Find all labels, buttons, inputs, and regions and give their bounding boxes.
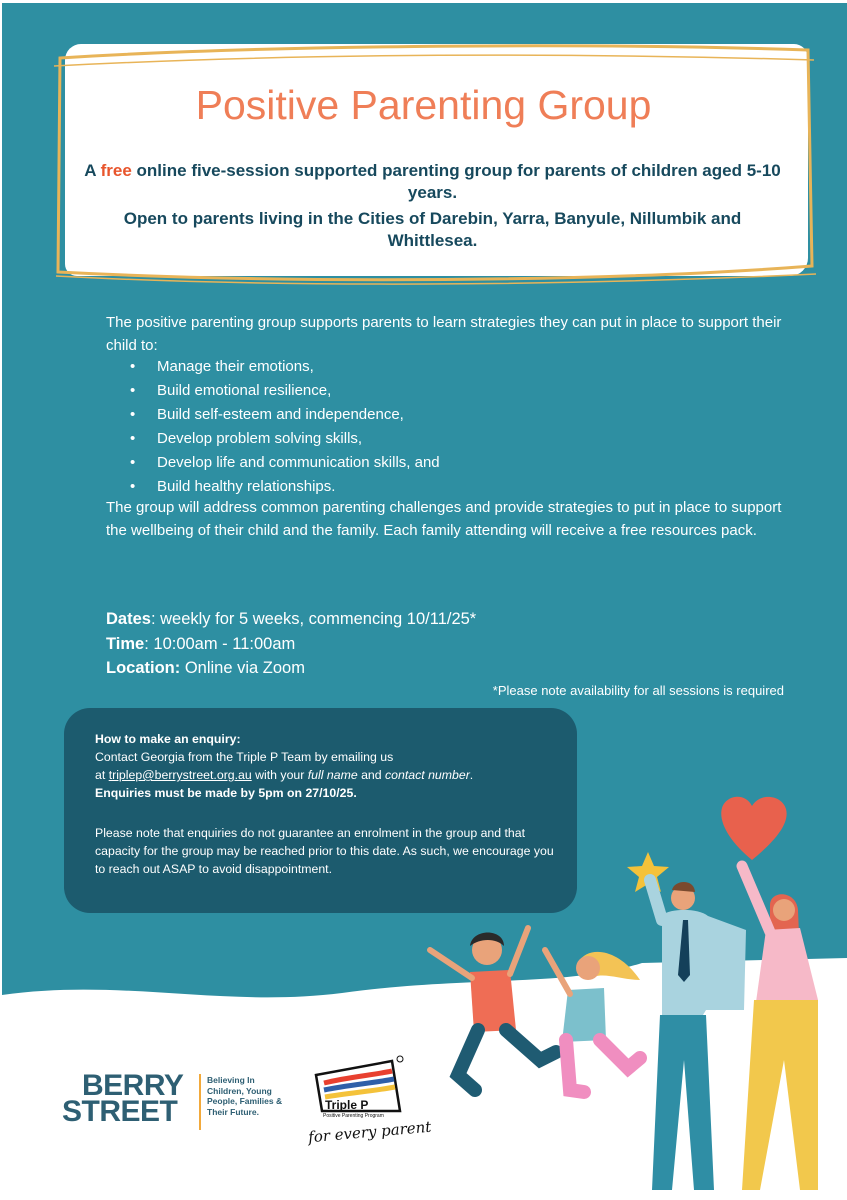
- enquiry-and: and: [357, 768, 386, 782]
- free-highlight: free: [100, 161, 132, 180]
- intro-paragraph: The positive parenting group supports parents to learn strategies they can put in place to support their child to:: [106, 314, 782, 354]
- location-value: Online via Zoom: [180, 659, 305, 677]
- triple-p-program: Positive Parenting Program: [323, 1113, 384, 1119]
- list-item: • Develop life and communication skills, and: [106, 451, 440, 475]
- subtitle-rest: online five-session supported parenting group for parents of children aged 5-10 years.: [131, 161, 781, 202]
- list-item: • Manage their emotions,: [106, 355, 440, 379]
- location-label: Location:: [106, 659, 181, 677]
- list-item: • Build self-esteem and independence,: [106, 403, 440, 427]
- dates-value: : weekly for 5 weeks, commencing 10/11/25*: [150, 610, 477, 628]
- enquiry-at: at: [95, 768, 109, 782]
- time-value: : 10:00am - 11:00am: [144, 635, 296, 653]
- triple-p-motto: for every parent: [307, 1117, 433, 1147]
- berry-street-logo-street: STREET: [62, 1095, 178, 1128]
- enquiry-disclaimer: Please note that enquiries do not guarantee an enrolment in the group and that capacity for the group may be reached prior to this date. As such, we encourage you to reach out ASAP to avoid disappointment.: [95, 826, 554, 876]
- page-title: Positive Parenting Group: [195, 82, 652, 128]
- list-item: • Build emotional resilience,: [106, 379, 440, 403]
- mother-figure: [742, 866, 818, 1190]
- enquiry-deadline: Enquiries must be made by 5pm on 27/10/25.: [95, 786, 357, 800]
- boy-figure: [430, 928, 556, 1090]
- dates-label: Dates: [106, 610, 151, 628]
- outro-paragraph: The group will address common parenting challenges and provide strategies to put in place to support the wellbeing of their child and the family. Each family attending will receive a free resources pack.: [106, 499, 782, 539]
- eligibility-text: Open to parents living in the Cities of Darebin, Yarra, Banyule, Nillumbik and Whittlesea.: [123, 209, 742, 250]
- heart-icon: [721, 797, 786, 860]
- logo-divider: [199, 1074, 201, 1130]
- subtitle-prefix: A: [84, 161, 101, 180]
- enquiry-heading: How to make an enquiry:: [95, 732, 241, 746]
- girl-figure: [545, 950, 640, 1092]
- triple-p-name: Triple P: [325, 1098, 369, 1112]
- berry-street-tagline: Believing In Children, Young People, Families & Their Future.: [207, 1075, 283, 1117]
- enquiry-line: Contact Georgia from the Triple P Team by emailing us: [95, 750, 394, 764]
- full-name-text: full name: [307, 768, 358, 782]
- list-item: • Build healthy relationships.: [106, 475, 440, 499]
- enquiry-period: .: [469, 768, 474, 782]
- contact-number-text: contact number: [385, 768, 470, 782]
- father-figure: [650, 880, 746, 1190]
- list-item: • Develop problem solving skills,: [106, 427, 440, 451]
- berry-street-logo-berry: BERRY: [82, 1069, 184, 1102]
- enquiry-with: with your: [251, 768, 308, 782]
- time-label: Time: [106, 635, 145, 653]
- email-link[interactable]: triplep@berrystreet.org.au: [108, 768, 252, 782]
- availability-note: *Please note availability for all sessions is required: [492, 683, 784, 698]
